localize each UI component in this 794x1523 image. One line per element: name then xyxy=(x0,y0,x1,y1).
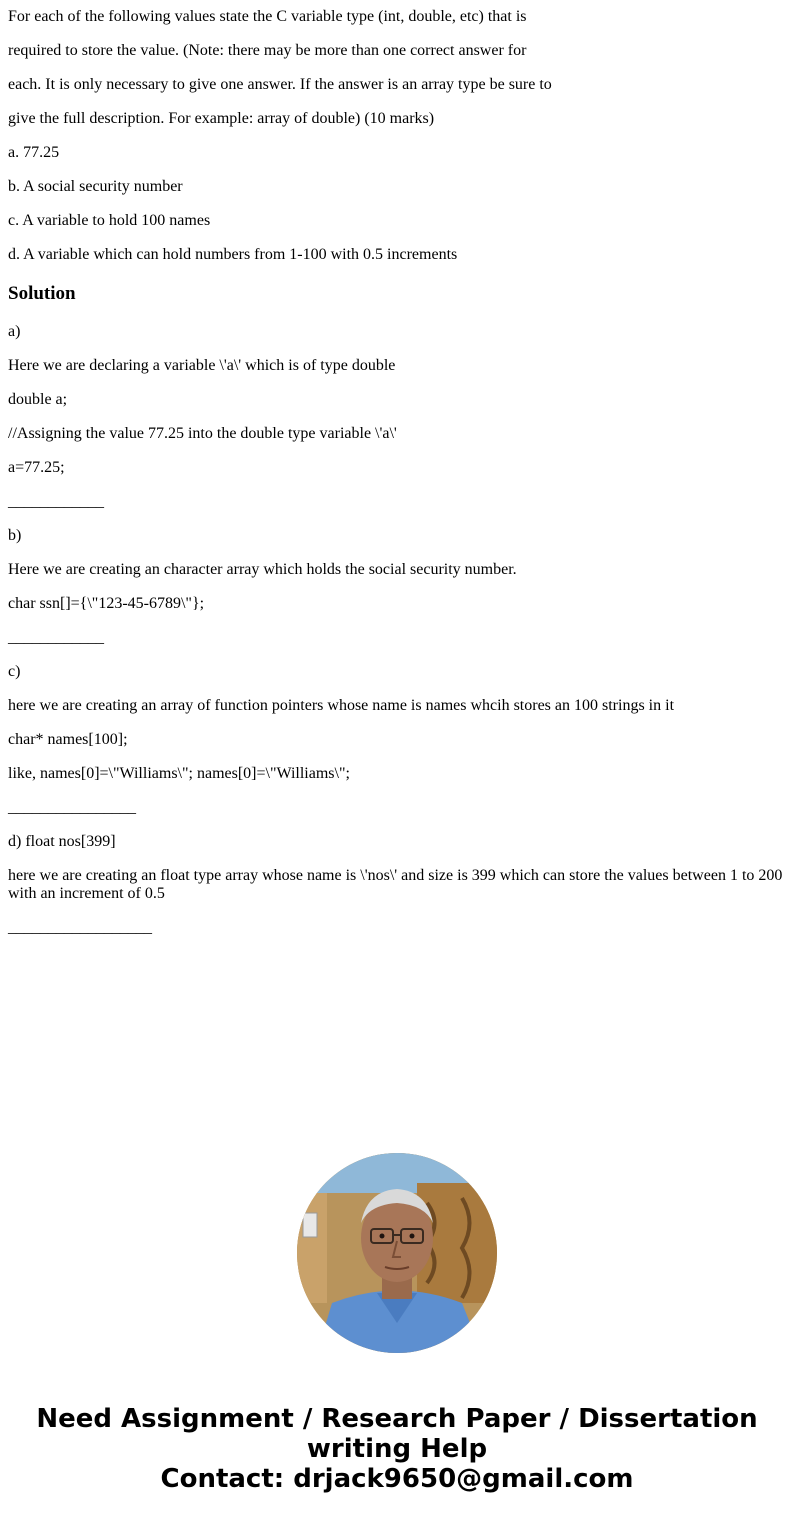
part-b-separator: ____________ xyxy=(8,629,104,646)
part-c-line-3: like, names[0]=\"Williams\"; names[0]=\"Williams\"; xyxy=(8,765,350,782)
question-item-a: a. 77.25 xyxy=(8,144,60,161)
part-c-line-2: char* names[100]; xyxy=(8,731,128,748)
part-d-separator: __________________ xyxy=(8,919,152,936)
question-line-4: give the full description. For example: array of double) (10 marks) xyxy=(8,110,435,127)
part-d-text: here we are creating an float type array whose name is \'nos\' and size is 399 which can store the values between 1 to 200 with an increment of 0.5 xyxy=(8,867,783,902)
question-line-2: required to store the value. (Note: there may be more than one correct answer for xyxy=(8,42,527,59)
part-a-line-4: a=77.25; xyxy=(8,459,65,476)
part-a-line-3: //Assigning the value 77.25 into the double type variable \'a\' xyxy=(8,425,397,442)
author-avatar xyxy=(297,1153,497,1353)
part-a-line-1: Here we are declaring a variable \'a\' which is of type double xyxy=(8,357,396,374)
question-item-b: b. A social security number xyxy=(8,178,183,195)
part-c-line-1: here we are creating an array of function pointers whose name is names whcih stores an 100 strings in it xyxy=(8,697,675,714)
promo-contact: Contact: drjack9650@gmail.com xyxy=(160,1464,634,1494)
author-portrait-image xyxy=(297,1153,497,1353)
part-b-line-2: char ssn[]={\"123-45-6789\"}; xyxy=(8,595,205,612)
part-c-separator: ________________ xyxy=(8,799,136,816)
part-a-line-2: double a; xyxy=(8,391,68,408)
promo-line-2: writing Help xyxy=(306,1434,488,1464)
question-item-c: c. A variable to hold 100 names xyxy=(8,212,211,229)
promo-line-1: Need Assignment / Research Paper / Dissertation xyxy=(36,1404,758,1434)
question-item-d: d. A variable which can hold numbers from 1-100 with 0.5 increments xyxy=(8,246,458,263)
part-a-separator: ____________ xyxy=(8,493,104,510)
part-b-label: b) xyxy=(8,527,22,544)
part-a-label: a) xyxy=(8,323,21,340)
part-c-label: c) xyxy=(8,663,21,680)
question-line-1: For each of the following values state the C variable type (int, double, etc) that is xyxy=(8,8,527,25)
part-d-label: d) float nos[399] xyxy=(8,833,116,850)
promo-banner xyxy=(0,1404,794,1494)
solution-heading: Solution xyxy=(8,283,76,304)
part-b-line-1: Here we are creating an character array which holds the social security number. xyxy=(8,561,517,578)
question-line-3: each. It is only necessary to give one answer. If the answer is an array type be sure to xyxy=(8,76,552,93)
